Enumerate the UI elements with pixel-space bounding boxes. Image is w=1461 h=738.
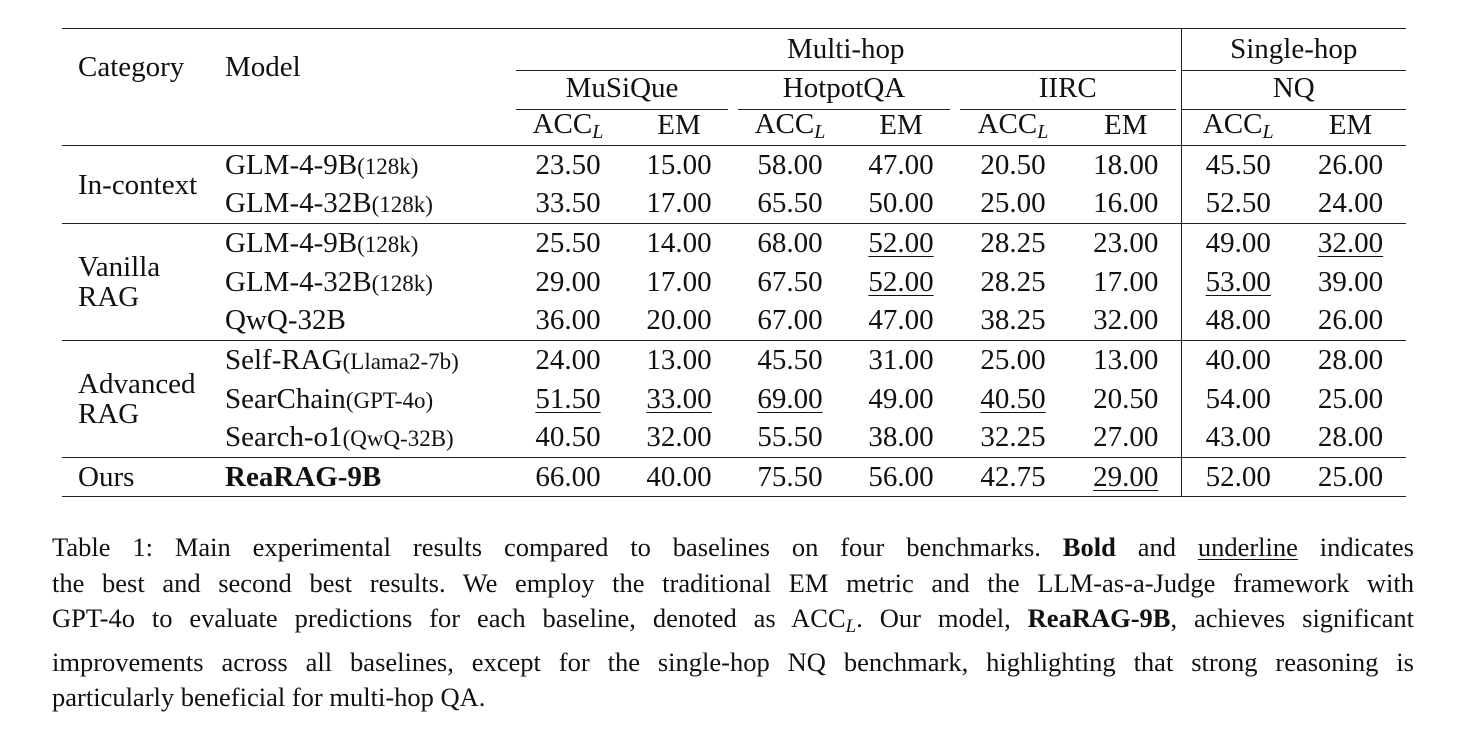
value-cell: 17.00 (646, 265, 712, 298)
value-cell: 25.00 (1295, 458, 1406, 497)
value-cell: 26.00 (1317, 304, 1384, 337)
table-row (62, 302, 1406, 341)
value-cell: 26.00 (1295, 146, 1406, 185)
value-cell: 23.50 (511, 146, 625, 185)
value-cell: 45.50 (733, 341, 847, 380)
value-cell: 49.00 (1181, 224, 1295, 263)
value-cell: 31.00 (847, 341, 955, 380)
value-cell: 52.00 (868, 265, 934, 298)
value-cell: 40.50 (980, 382, 1046, 415)
model-cell: GLM-4-9B(128k) (225, 224, 511, 263)
header-single-hop: Single-hop (1181, 29, 1406, 68)
value-cell: 14.00 (625, 224, 733, 263)
value-cell: 20.00 (646, 304, 712, 337)
model-cell: QwQ-32B (225, 304, 346, 337)
value-cell: 75.50 (733, 458, 847, 497)
value-cell: 40.00 (625, 458, 733, 497)
value-cell: 25.00 (1317, 382, 1384, 415)
metric-em-header: EM (1104, 109, 1148, 142)
value-cell: 53.00 (1181, 263, 1295, 302)
value-cell: 32.00 (1295, 224, 1406, 263)
header-dataset-iirc: IIRC (955, 68, 1181, 107)
value-cell: 49.00 (868, 382, 934, 415)
value-cell: 43.00 (1181, 419, 1295, 458)
model-cell: Search-o1(QwQ-32B) (225, 421, 454, 454)
caption-line: Table 1: Main experimental results compared to baselines on four benchmarks. Bold and underline indicates (52, 532, 1414, 562)
caption-line: improvements across all baselines, except for the single-hop NQ benchmark, highlighting that strong reasoning is (52, 646, 1414, 677)
caption-line: particularly beneficial for multi-hop QA. (52, 682, 486, 712)
value-cell: 13.00 (625, 341, 733, 380)
value-cell: 15.00 (625, 146, 733, 185)
caption-line: GPT-4o to evaluate predictions for each baseline, denoted as ACCL. Our model, ReaRAG-9B, achieves significant (52, 603, 1414, 637)
value-cell: 25.00 (980, 187, 1046, 220)
value-cell: 32.25 (980, 421, 1046, 454)
value-cell: 52.00 (1181, 458, 1295, 497)
value-cell: 20.50 (955, 146, 1071, 185)
value-cell: 24.00 (511, 341, 625, 380)
metric-em-header: EM (879, 109, 923, 142)
value-cell: 50.00 (868, 187, 934, 220)
value-cell: 48.00 (1181, 302, 1295, 341)
table-row (62, 224, 1406, 263)
value-cell: 32.00 (1093, 304, 1159, 337)
value-cell: 47.00 (847, 146, 955, 185)
model-cell: GLM-4-32B(128k) (225, 187, 433, 220)
value-cell: 36.00 (535, 304, 601, 337)
value-cell: 32.00 (646, 421, 712, 454)
value-cell: 39.00 (1317, 265, 1384, 298)
category-cell: In-context (62, 146, 225, 224)
table-caption (52, 530, 1414, 716)
value-cell: 20.50 (1093, 382, 1159, 415)
value-cell: 33.00 (646, 382, 712, 415)
value-cell: 33.50 (535, 187, 601, 220)
table-row (62, 458, 1406, 497)
value-cell: 58.00 (733, 146, 847, 185)
value-cell: 51.50 (535, 382, 601, 415)
metric-acc-header: $ACC_L$ (1181, 107, 1295, 146)
metric-acc-header: $ACC_L$ (754, 107, 826, 143)
value-cell: 28.00 (1317, 421, 1384, 454)
results-body (62, 146, 1406, 497)
results-table (62, 28, 1406, 497)
table-row (62, 146, 1406, 185)
model-cell: SearChain(GPT-4o) (225, 382, 434, 415)
value-cell: 52.00 (847, 224, 955, 263)
header-model: Model (225, 29, 511, 107)
value-cell: 17.00 (646, 187, 712, 220)
value-cell: 23.00 (1071, 224, 1181, 263)
value-cell: 25.00 (955, 341, 1071, 380)
value-cell: 16.00 (1093, 187, 1159, 220)
value-cell: 24.00 (1317, 187, 1384, 220)
value-cell: 27.00 (1093, 421, 1159, 454)
caption-line: the best and second best results. We employ the traditional EM metric and the LLM-as-a-Judge framework with (52, 567, 1414, 598)
header-dataset-nq: NQ (1181, 68, 1406, 107)
value-cell: 47.00 (868, 304, 934, 337)
metric-acc-header: $ACC_L$ (977, 107, 1049, 143)
value-cell: 40.50 (535, 421, 601, 454)
model-cell: GLM-4-32B(128k) (225, 265, 433, 298)
value-cell: 17.00 (1093, 265, 1159, 298)
value-cell: 55.50 (757, 421, 823, 454)
model-cell: Self-RAG(Llama2-7b) (225, 341, 511, 380)
header-dataset-musique: MuSiQue (511, 68, 733, 107)
value-cell: 38.25 (980, 304, 1046, 337)
value-cell: 28.25 (980, 265, 1046, 298)
value-cell: 29.00 (1071, 458, 1181, 497)
value-cell: 54.00 (1181, 380, 1295, 419)
value-cell: 67.50 (757, 265, 823, 298)
value-cell: 18.00 (1071, 146, 1181, 185)
value-cell: 40.00 (1181, 341, 1295, 380)
metric-em-header: EM (657, 109, 701, 142)
value-cell: 66.00 (511, 458, 625, 497)
value-cell: 28.25 (955, 224, 1071, 263)
value-cell: 68.00 (733, 224, 847, 263)
value-cell: 25.50 (511, 224, 625, 263)
table-row (62, 419, 1406, 458)
metric-em-header: EM (1328, 109, 1373, 142)
table-row (62, 263, 1406, 302)
value-cell: 13.00 (1071, 341, 1181, 380)
model-cell: GLM-4-9B(128k) (225, 146, 511, 185)
table-row (62, 380, 1406, 419)
category-cell: Vanilla RAG (62, 224, 225, 341)
table-row (62, 341, 1406, 380)
value-cell: 65.50 (757, 187, 823, 220)
value-cell: 52.50 (1181, 185, 1295, 224)
value-cell: 45.50 (1181, 146, 1295, 185)
value-cell: 69.00 (757, 382, 823, 415)
header-dataset-hotpotqa: HotpotQA (733, 68, 955, 107)
category-cell: Advanced RAG (62, 341, 225, 458)
table-row (62, 185, 1406, 224)
header-multi-hop: Multi-hop (511, 29, 1181, 68)
value-cell: 42.75 (955, 458, 1071, 497)
metric-header-row (62, 107, 1406, 146)
value-cell: 38.00 (868, 421, 934, 454)
metric-acc-header: $ACC_L$ (532, 107, 604, 143)
category-cell: Ours (62, 458, 225, 497)
value-cell: 28.00 (1295, 341, 1406, 380)
value-cell: 67.00 (757, 304, 823, 337)
model-cell: ReaRAG-9B (225, 458, 511, 497)
value-cell: 29.00 (535, 265, 601, 298)
value-cell: 56.00 (847, 458, 955, 497)
header-category: Category (62, 29, 225, 107)
